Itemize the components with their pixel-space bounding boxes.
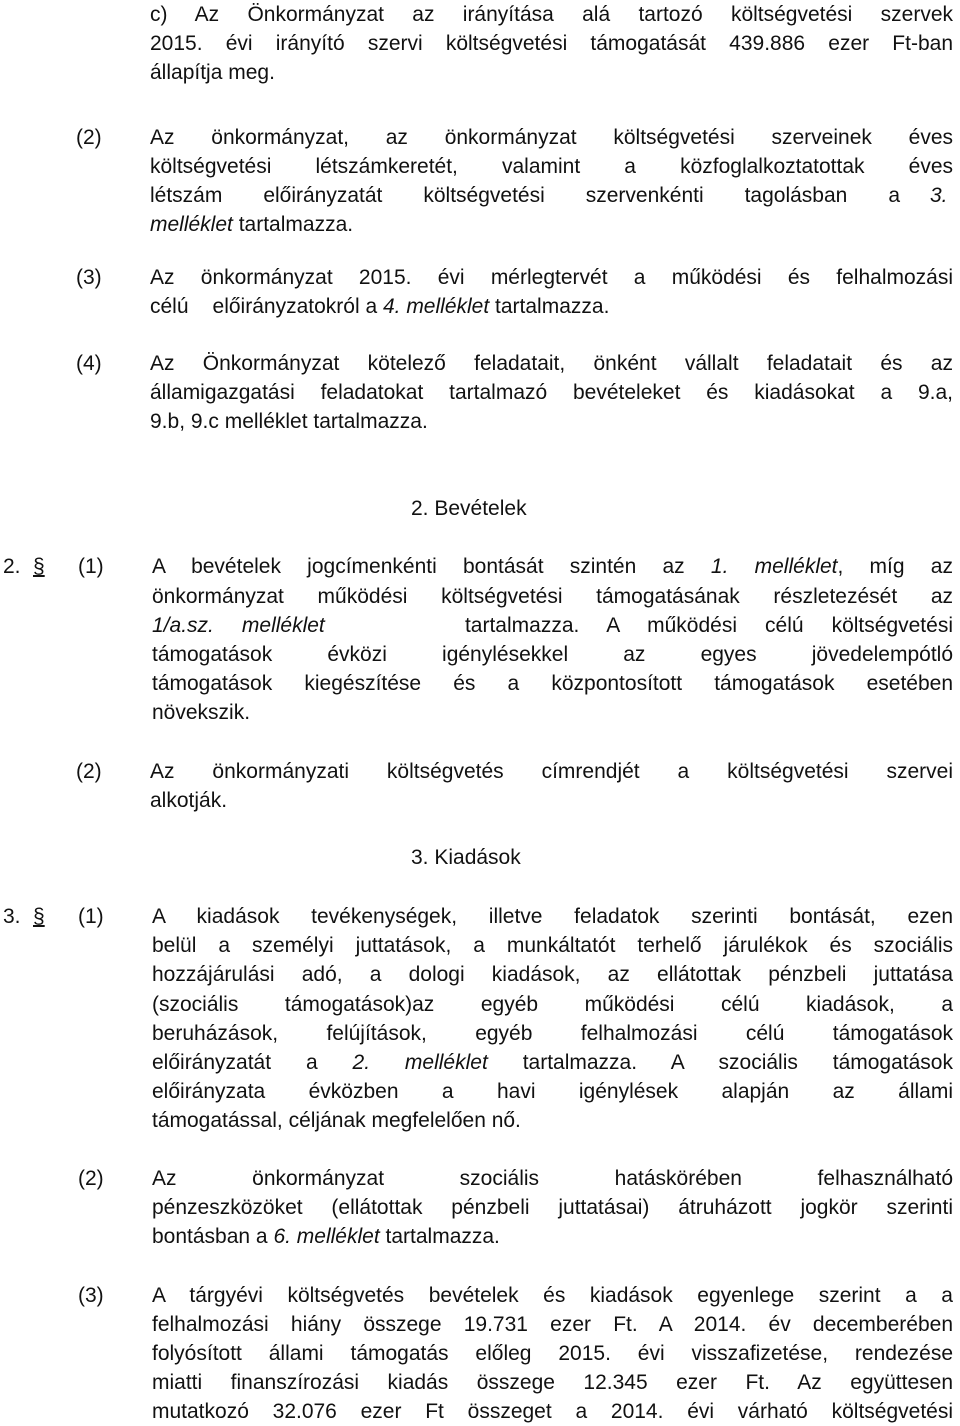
paragraph-line: beruházások, felújítások, egyéb felhalmozási célú támogatások <box>152 1022 953 1045</box>
annex-ref-text: melléklet <box>150 213 233 236</box>
paragraph-line: alkotják. <box>150 789 228 812</box>
section-heading-expenditures: 3. Kiadások <box>411 846 521 869</box>
paragraph-text: bontásban a <box>152 1225 268 1248</box>
paragraph-line <box>150 295 609 319</box>
paragraph-line: költségvetési létszámkeretét, valamint a közfoglalkoztatottak éves <box>150 155 953 178</box>
annex-ref-text: 4. melléklet <box>382 295 490 318</box>
paragraph-line: pénzeszközöket (ellátottak pénzbeli juttatásai) átruházott jogkör szerinti <box>152 1196 953 1219</box>
paragraph-number: (3) <box>78 1284 104 1307</box>
paragraph-text: előirányzatát a <box>152 1051 318 1074</box>
paragraph-text: A bevételek jogcímenkénti bontását szintén az <box>152 555 685 578</box>
paragraph-line: Az önkormányzat 2015. évi mérlegtervét a működési és felhalmozási <box>150 266 953 289</box>
paragraph-line: miatti finanszírozási kiadás összege 12.345 ezer Ft. Az együttesen <box>152 1371 953 1394</box>
paragraph-line <box>152 555 953 579</box>
annex-ref-text: 1/a.sz. melléklet <box>152 614 325 637</box>
annex-ref <box>930 184 948 208</box>
paragraph-line: támogatások évközi igénylésekkel az egyes jövedelempótló <box>152 643 953 666</box>
paragraph-line: Az önkormányzati költségvetés címrendjét a költségvetési szervei <box>150 760 953 783</box>
paragraph-line: támogatással, céljának megfelelően nő. <box>152 1109 521 1132</box>
paragraph-line: létszám előirányzatát költségvetési szervenkénti tagolásban a <box>150 184 900 207</box>
annex-ref-text: 1. melléklet <box>710 555 838 578</box>
paragraph-line: mutatkozó 32.076 ezer Ft összeget a 2014. évi várható költségvetési <box>152 1400 953 1423</box>
paragraph-line: folyósított állami támogatás előleg 2015. évi visszafizetése, rendezése <box>152 1342 953 1365</box>
paragraph-text: tartalmazza. <box>385 1225 500 1248</box>
paragraph-number: (3) <box>76 266 102 289</box>
paragraph-line <box>152 1225 500 1249</box>
section-symbol: § <box>33 555 45 578</box>
paragraph-line <box>152 1051 953 1075</box>
paragraph-line: A kiadások tevékenységek, illetve feladatok szerinti bontását, ezen <box>152 905 953 928</box>
paragraph-number: (2) <box>78 1167 104 1190</box>
paragraph-line: előirányzata évközben a havi igénylések alapján az állami <box>152 1080 953 1103</box>
paragraph-line: hozzájárulási adó, a dologi kiadások, az ellátottak pénzbeli juttatása <box>152 963 953 986</box>
paragraph-line <box>152 614 953 638</box>
paragraph-text: célú <box>150 295 189 318</box>
paragraph-line: államigazgatási feladatokat tartalmazó bevételeket és kiadásokat a 9.a, <box>150 381 953 404</box>
paragraph-text: tartalmazza. A működési célú költségvetési <box>464 614 953 637</box>
paragraph-line: felhalmozási hiány összege 19.731 ezer Ft. A 2014. év decemberében <box>152 1313 953 1336</box>
para-c-line-3: állapítja meg. <box>150 61 275 84</box>
paragraph-line: Az Önkormányzat kötelező feladatait, önként vállalt feladatait és az <box>150 352 953 375</box>
paragraph-text: előirányzatokról a <box>212 295 378 318</box>
paragraph-text: tartalmazza. <box>495 295 610 318</box>
paragraph-number: (2) <box>76 126 102 149</box>
paragraph-line: önkormányzat működési költségvetési támogatásának részletezését az <box>152 585 953 608</box>
paragraph-text: , míg az <box>837 555 953 578</box>
paragraph-line: A tárgyévi költségvetés bevételek és kiadások egyenlege szerint a a <box>152 1284 953 1307</box>
annex-ref-text: 2. melléklet <box>352 1051 488 1074</box>
paragraph-number: (1) <box>78 905 104 928</box>
section-number: 3. <box>3 905 21 928</box>
paragraph-number: (4) <box>76 352 102 375</box>
paragraph-line: támogatások kiegészítése és a központosított támogatások esetében <box>152 672 953 695</box>
section-symbol: § <box>33 905 45 928</box>
paragraph-line: (szociális támogatások)az egyéb működési célú kiadások, a <box>152 993 953 1016</box>
annex-ref-text: 3. <box>930 184 948 207</box>
paragraph-line: belül a személyi juttatások, a munkáltatót terhelő járulékok és szociális <box>152 934 953 957</box>
section-number: 2. <box>3 555 21 578</box>
paragraph-number: (1) <box>78 555 104 578</box>
paragraph-text: tartalmazza. A szociális támogatások <box>522 1051 953 1074</box>
section-heading-revenues: 2. Bevételek <box>411 497 527 520</box>
annex-ref-text: 6. melléklet <box>273 1225 380 1248</box>
paragraph-line: 9.b, 9.c melléklet tartalmazza. <box>150 410 428 433</box>
paragraph-line <box>150 213 353 237</box>
para-c-line-2: 2015. évi irányító szervi költségvetési támogatását 439.886 ezer Ft-ban <box>150 32 953 55</box>
paragraph-text: tartalmazza. <box>238 213 354 236</box>
paragraph-number: (2) <box>76 760 102 783</box>
paragraph-line: növekszik. <box>152 701 251 724</box>
paragraph-line: Az önkormányzat, az önkormányzat költségvetési szerveinek éves <box>150 126 953 149</box>
para-c-line-1: c) Az Önkormányzat az irányítása alá tartozó költségvetési szervek <box>150 3 953 26</box>
paragraph-line: Az önkormányzat szociális hatáskörében felhasználható <box>152 1167 953 1190</box>
